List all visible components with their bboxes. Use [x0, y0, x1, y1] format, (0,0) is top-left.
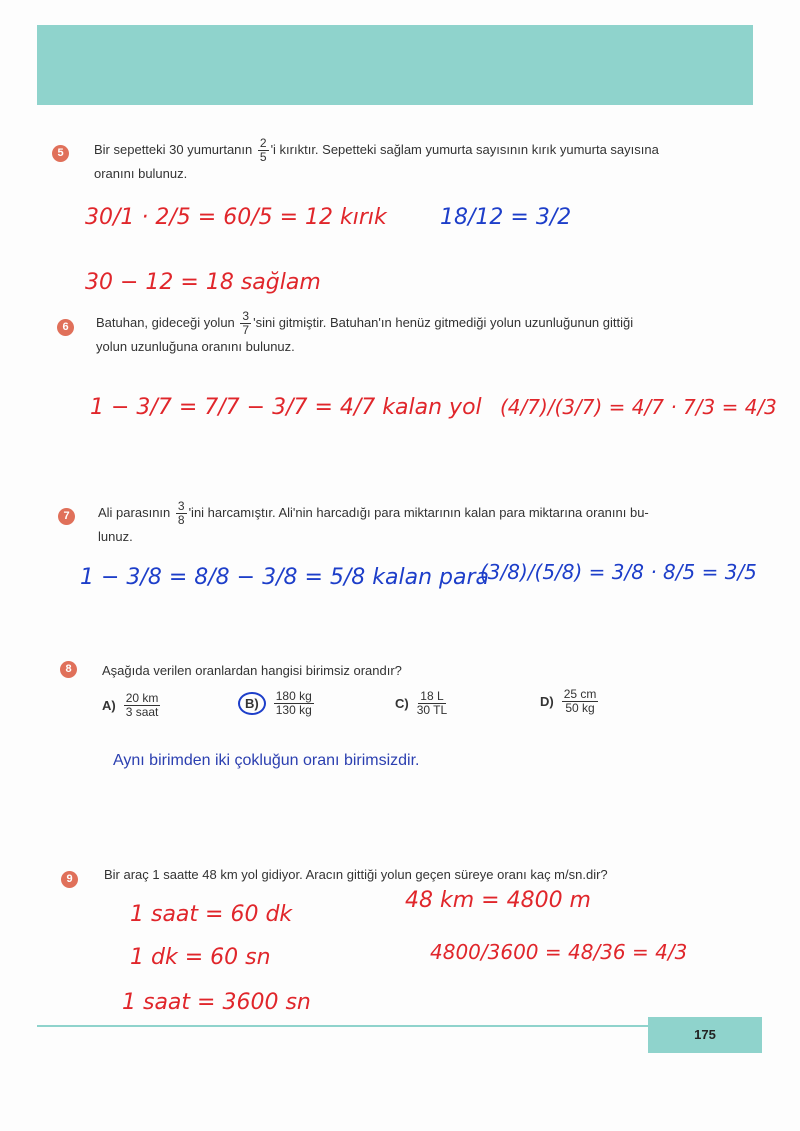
- fraction: [240, 310, 251, 337]
- header-banner: [37, 25, 753, 105]
- handwritten-answer: 4800/3600 = 48/36 = 4/3: [430, 940, 688, 964]
- option-label: B): [238, 692, 266, 715]
- denominator: 130 kg: [275, 703, 312, 718]
- question-7-text: [98, 500, 738, 547]
- text: 'i kırıktır. Sepetteki sağlam yumurta sayısının kırık yumurta sayısına: [270, 142, 659, 158]
- denominator: 8: [177, 513, 185, 528]
- denominator: 3 saat: [125, 705, 159, 720]
- question-number: 7: [58, 508, 75, 525]
- numerator: 20 km: [125, 691, 159, 705]
- question-number: 5: [52, 145, 69, 162]
- numerator: 3: [177, 499, 185, 513]
- denominator: 7: [242, 323, 250, 338]
- numerator: 18 L: [420, 689, 444, 703]
- fraction: [258, 137, 269, 164]
- text: 'ini harcamıştır. Ali'nin harcadığı para miktarının kalan para miktarına oranını bu-: [188, 505, 649, 521]
- handwritten-answer: 30 − 12 = 18 sağlam: [85, 270, 321, 295]
- text: Ali parasının: [98, 505, 171, 521]
- text: Batuhan, gideceği yolun: [96, 315, 235, 331]
- option-label: D): [540, 694, 554, 710]
- handwritten-answer: 18/12 = 3/2: [440, 205, 572, 230]
- page-number: 175: [648, 1017, 762, 1053]
- fraction: [562, 688, 599, 715]
- numerator: 3: [242, 309, 250, 323]
- question-number: 8: [60, 661, 77, 678]
- question-9-text: Bir araç 1 saatte 48 km yol gidiyor. Aracın gittiği yolun geçen süreye oranı kaç m/sn.dir?: [104, 867, 608, 882]
- fraction: [124, 692, 161, 719]
- option-label: A): [102, 698, 116, 714]
- handwritten-answer: 30/1 · 2/5 = 60/5 = 12 kırık: [85, 205, 387, 230]
- numerator: 25 cm: [563, 687, 597, 701]
- option-d[interactable]: [540, 688, 600, 715]
- handwritten-answer: (3/8)/(5/8) = 3/8 · 8/5 = 3/5: [480, 560, 757, 584]
- numerator: 2: [259, 136, 267, 150]
- denominator: 30 TL: [416, 703, 448, 718]
- text: lunuz.: [98, 529, 133, 545]
- handwritten-answer: 1 dk = 60 sn: [130, 945, 271, 970]
- option-label: C): [395, 696, 409, 712]
- footer-rule: [37, 1025, 649, 1027]
- handwritten-answer: 48 km = 4800 m: [405, 888, 591, 913]
- fraction: [274, 690, 314, 717]
- handwritten-answer: (4/7)/(3/7) = 4/7 · 7/3 = 4/3: [500, 395, 777, 419]
- text: 'sini gitmiştir. Batuhan'ın henüz gitmediği yolun uzunluğunun gittiği: [253, 315, 634, 331]
- option-a[interactable]: [102, 692, 162, 719]
- fraction: [176, 500, 187, 527]
- question-number: 9: [61, 871, 78, 888]
- handwritten-answer: 1 saat = 60 dk: [130, 902, 293, 927]
- denominator: 5: [259, 150, 267, 165]
- handwritten-answer: 1 − 3/7 = 7/7 − 3/7 = 4/7 kalan yol: [90, 395, 482, 420]
- question-5-text: [94, 137, 714, 184]
- text: oranını bulunuz.: [94, 166, 188, 182]
- option-c[interactable]: [395, 690, 449, 717]
- question-number: 6: [57, 319, 74, 336]
- handwritten-answer: 1 saat = 3600 sn: [122, 990, 311, 1015]
- question-6-text: [96, 310, 736, 357]
- denominator: 50 kg: [565, 701, 595, 716]
- answer-note: Aynı birimden iki çokluğun oranı birimsizdir.: [113, 752, 420, 769]
- handwritten-answer: 1 − 3/8 = 8/8 − 3/8 = 5/8 kalan para: [80, 565, 490, 590]
- text: Bir sepetteki 30 yumurtanın: [94, 142, 253, 158]
- numerator: 180 kg: [275, 689, 312, 703]
- option-b-selected[interactable]: [238, 690, 316, 717]
- question-8-text: Aşağıda verilen oranlardan hangisi birimsiz orandır?: [102, 663, 402, 678]
- text: yolun uzunluğuna oranını bulunuz.: [96, 339, 295, 355]
- fraction: [417, 690, 447, 717]
